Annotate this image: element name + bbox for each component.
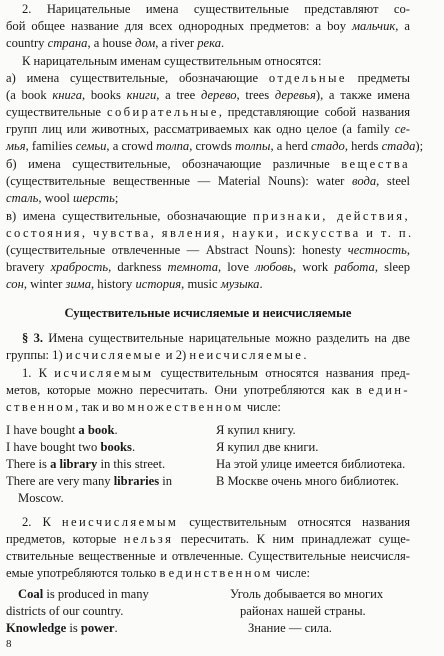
text-line: 2. К неисчисляемым существительным относятся названия	[22, 515, 410, 529]
text-line: в) имена существительные, обозначающие признаки, действия,	[6, 209, 411, 223]
text-line: ственном, так и во множественном числе:	[6, 400, 281, 414]
example-english: Knowledge is power.	[6, 621, 118, 635]
text-line: метов, которые можно пересчитать. Они употребляются как в един-	[6, 383, 410, 397]
example-russian: Я купил книгу.	[216, 423, 296, 437]
example-english: I have bought two books.	[6, 440, 136, 454]
text-line: сталь, wool шерсть;	[6, 191, 119, 205]
example-russian: В Москве очень много библиотек.	[216, 474, 399, 488]
text-line: а) имена существительные, обозначающие отдельные предметы	[6, 71, 410, 85]
example-english: I have bought a book.	[6, 423, 118, 437]
text-line: емые употребляются только в единственном числе:	[6, 566, 310, 580]
text-line: bravery храбрость, darkness темнота, love любовь, work работа, sleep	[6, 260, 410, 274]
text-line: country страна, a house дом, a river река.	[6, 36, 225, 50]
text-line: состояния, чувства, явления, науки, искусства и т. п.	[6, 226, 414, 240]
text-line: (существительные вещественные — Material Nouns): water вода, steel	[6, 174, 410, 188]
text-line: существительные собирательные, представляющие собой названия	[6, 105, 410, 119]
example-english: There is a library in this street.	[6, 457, 166, 471]
text-line: (a book книга, books книги, a tree дерево, trees деревья), а также имена	[6, 88, 411, 102]
text-line: мья, families семьи, a crowd толпа, crowds толпы, a herd стадо, herds стада);	[6, 139, 424, 153]
text-line: § 3. Имена существительные нарицательные можно разделить на две	[22, 331, 410, 345]
example-russian: Знание — сила.	[248, 621, 332, 635]
page-number: 8	[6, 638, 12, 650]
text-line: б) имена существительные, обозначающие различные вещества	[6, 157, 410, 171]
example-russian: районах нашей страны.	[240, 604, 366, 618]
text-line: сон, winter зима, history история, music музыка.	[6, 277, 263, 291]
section-heading: Существительные исчисляемые и неисчисляемые	[64, 306, 352, 320]
example-russian: Я купил две книги.	[216, 440, 319, 454]
text-line: бой общее название для всех однородных предметов: a boy мальчик, a	[6, 19, 410, 33]
text-line: предметов, которые нельзя пересчитать. К ним принадлежат суще-	[6, 532, 410, 546]
text-line: 1. К исчисляемым существительным относятся названия пред-	[22, 366, 410, 380]
text-line: К нарицательным именам существительным относятся:	[22, 54, 322, 68]
example-english: districts of our country.	[6, 604, 124, 618]
example-english: Moscow.	[18, 491, 64, 505]
example-russian: Уголь добывается во многих	[230, 587, 384, 601]
text-line: групп лиц или животных, рассматриваемых как одно целое (a family се-	[6, 122, 410, 136]
example-english: There are very many libraries in	[6, 474, 173, 488]
text-line: ствительные вещественные и отвлеченные. Существительные неисчисля-	[6, 549, 410, 563]
text-line: 2. Нарицательные имена существительные представляют со-	[22, 2, 410, 16]
text-line: группы: 1) исчисляемые и 2) неисчисляемые.	[6, 348, 307, 362]
example-russian: На этой улице имеется библиотека.	[216, 457, 406, 471]
text-line: (существительные отвлеченные — Abstract Nouns): honesty честность,	[6, 243, 410, 257]
example-english: Coal is produced in many	[18, 587, 149, 601]
